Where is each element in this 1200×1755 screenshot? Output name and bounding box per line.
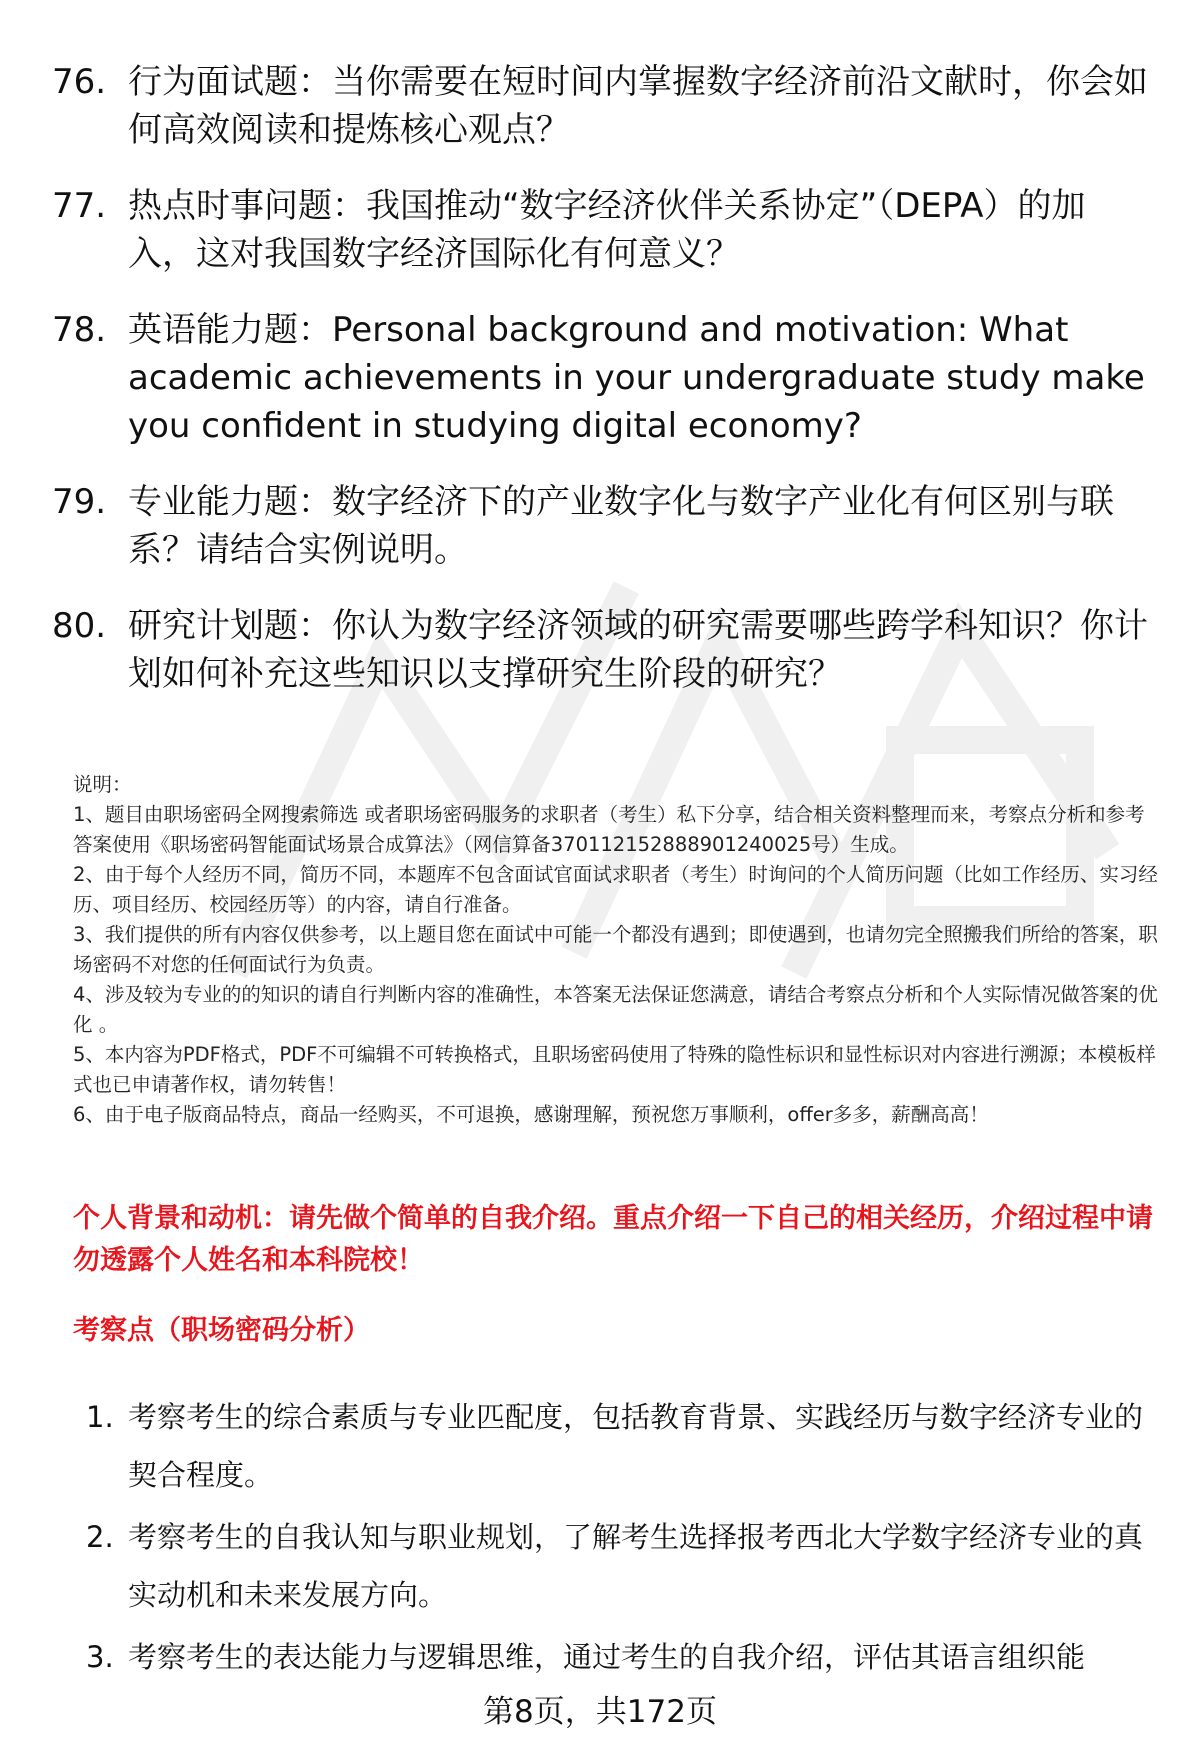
question-number: 77. — [52, 186, 107, 226]
point-number: 2. — [86, 1520, 114, 1554]
note-item: 2、由于每个人经历不同，简历不同，本题库不包含面试官面试求职者（考生）时询问的个人简历问题（比如工作经历、实习经历、项目经历、校园经历等）的内容，请自行准备。 — [73, 863, 1158, 916]
question-list — [52, 58, 1152, 726]
analysis-point — [86, 1388, 1146, 1504]
analysis-points — [86, 1388, 1146, 1690]
question-item — [52, 182, 1152, 278]
point-text: 考察考生的表达能力与逻辑思维，通过考生的自我介绍，评估其语言组织能 — [128, 1640, 1086, 1674]
question-text: 英语能力题：Personal background and motivation: What academic achievements in your undergraduate study make you confident in studying digital economy? — [128, 310, 1145, 446]
point-number: 1. — [86, 1400, 114, 1434]
note-item: 3、我们提供的所有内容仅供参考，以上题目您在面试中可能一个都没有遇到；即使遇到，也请勿完全照搬我们所给的答案，职场密码不对您的任何面试行为负责。 — [73, 923, 1158, 976]
note-item: 1、题目由职场密码全网搜索筛选 或者职场密码服务的求职者（考生）私下分享，结合相关资料整理而来，考察点分析和参考答案使用《职场密码智能面试场景合成算法》（网信算备370112152888901240025号）生成。 — [73, 803, 1145, 856]
analysis-subheading: 考察点（职场密码分析） — [73, 1315, 370, 1346]
question-number: 78. — [52, 310, 107, 350]
question-item — [52, 602, 1152, 698]
question-text: 研究计划题：你认为数字经济领域的研究需要哪些跨学科知识？你计划如何补充这些知识以支撑研究生阶段的研究？ — [128, 606, 1148, 694]
point-text: 考察考生的自我认知与职业规划，了解考生选择报考西北大学数字经济专业的真实动机和未来发展方向。 — [128, 1520, 1144, 1612]
question-item — [52, 58, 1152, 154]
question-item — [52, 306, 1152, 450]
question-text: 行为面试题：当你需要在短时间内掌握数字经济前沿文献时，你会如何高效阅读和提炼核心观点？ — [128, 62, 1148, 150]
point-number: 3. — [86, 1640, 114, 1674]
notes-section — [73, 770, 1158, 1130]
question-text: 热点时事问题：我国推动“数字经济伙伴关系协定”（DEPA）的加入，这对我国数字经济国际化有何意义？ — [128, 186, 1086, 274]
analysis-point — [86, 1628, 1146, 1686]
analysis-point — [86, 1508, 1146, 1624]
page-footer: 第8页，共172页 — [483, 1694, 717, 1730]
note-item: 5、本内容为PDF格式，PDF不可编辑不可转换格式，且职场密码使用了特殊的隐性标识和显性标识对内容进行溯源；本模板样式也已申请著作权，请勿转售！ — [73, 1043, 1156, 1096]
question-heading: 个人背景和动机：请先做个简单的自我介绍。重点介绍一下自己的相关经历，介绍过程中请勿透露个人姓名和本科院校！ — [73, 1203, 1153, 1276]
notes-title: 说明： — [73, 773, 132, 796]
question-number: 79. — [52, 482, 107, 522]
question-number: 80. — [52, 606, 107, 646]
note-item: 6、由于电子版商品特点，商品一经购买，不可退换，感谢理解，预祝您万事顺利，offer多多，薪酬高高！ — [73, 1103, 989, 1126]
note-item: 4、涉及较为专业的的知识的请自行判断内容的准确性，本答案无法保证您满意，请结合考察点分析和个人实际情况做答案的优化 。 — [73, 983, 1158, 1036]
question-item — [52, 478, 1152, 574]
question-number: 76. — [52, 62, 107, 102]
point-text: 考察考生的综合素质与专业匹配度，包括教育背景、实践经历与数字经济专业的契合程度。 — [128, 1400, 1144, 1492]
question-text: 专业能力题：数字经济下的产业数字化与数字产业化有何区别与联系？请结合实例说明。 — [128, 482, 1114, 570]
